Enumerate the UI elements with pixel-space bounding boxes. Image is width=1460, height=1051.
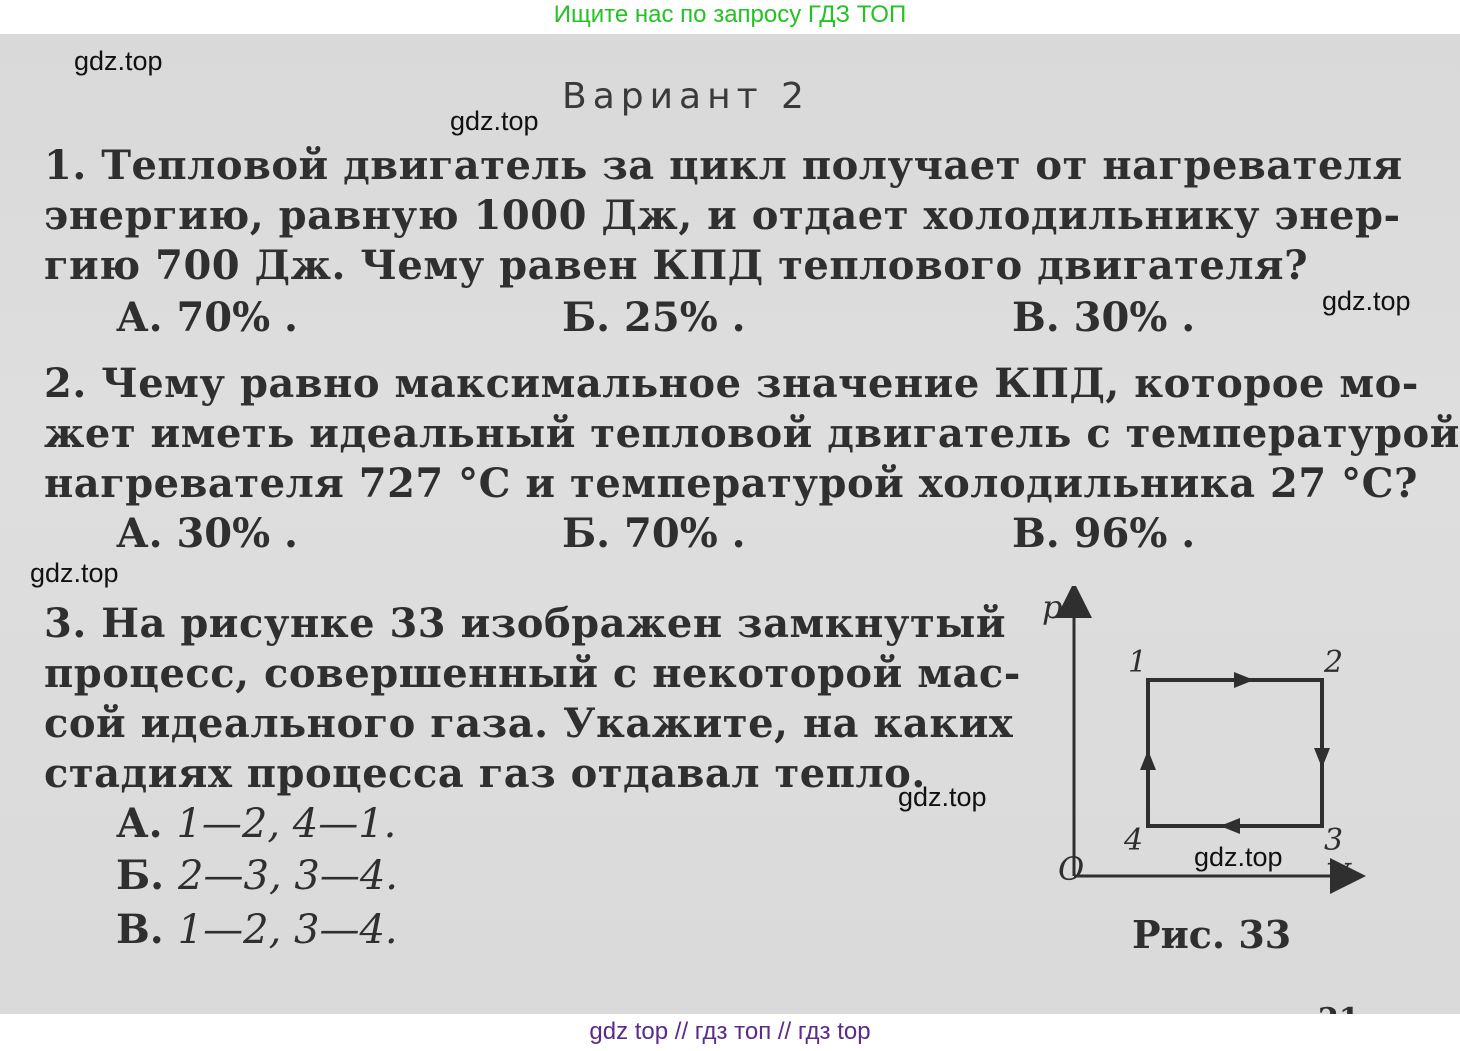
q2-number: 2. bbox=[44, 360, 87, 407]
option-letter: Б. bbox=[562, 294, 611, 341]
option-letter: А. bbox=[116, 294, 163, 341]
option-value: 70% . bbox=[176, 294, 298, 341]
watermark: gdz.top bbox=[74, 46, 163, 76]
q2-line-1 bbox=[44, 360, 1419, 407]
top-banner: Ищите нас по запросу ГДЗ ТОП bbox=[0, 0, 1460, 34]
q2-option-b bbox=[562, 510, 746, 557]
watermark: gdz.top bbox=[30, 558, 119, 588]
option-value: 96% . bbox=[1073, 510, 1196, 557]
cycle-rectangle bbox=[1148, 680, 1322, 826]
option-value: 30% . bbox=[1073, 294, 1196, 341]
arrow-2-3 bbox=[1314, 748, 1330, 768]
option-letter: А. bbox=[116, 510, 163, 557]
axis-label-v-text: V bbox=[1326, 856, 1350, 894]
watermark: gdz.top bbox=[450, 106, 539, 136]
option-value: 2—3, 3—4. bbox=[178, 853, 398, 899]
option-value: 1—2, 3—4. bbox=[177, 907, 398, 953]
arrow-1-2 bbox=[1234, 672, 1254, 688]
option-letter: А. bbox=[116, 800, 163, 847]
origin-label: O bbox=[1058, 850, 1085, 888]
q1-option-c bbox=[1012, 294, 1195, 341]
q1-line-2: энергию, равную 1000 Дж, и отдает холодильнику энер- bbox=[44, 192, 1401, 239]
arrow-4-1 bbox=[1140, 750, 1156, 770]
option-value: 1—2, 4—1. bbox=[176, 801, 397, 847]
textbook-page bbox=[0, 34, 1460, 1014]
point-label-2: 2 bbox=[1324, 645, 1344, 680]
q3-text-1: На рисунке 33 изображен замкнутый bbox=[101, 600, 1007, 647]
bottom-banner: gdz top // гдз топ // гдз top bbox=[0, 1014, 1460, 1051]
q1-line-3: гию 700 Дж. Чему равен КПД теплового двигателя? bbox=[44, 242, 1309, 289]
q2-option-c bbox=[1012, 510, 1195, 557]
option-letter: В. bbox=[1012, 510, 1060, 557]
q2-option-a bbox=[116, 510, 298, 557]
watermark: gdz.top bbox=[1194, 842, 1283, 872]
q3-option-c bbox=[116, 906, 398, 953]
q3-option-b bbox=[116, 852, 398, 899]
option-letter: Б. bbox=[116, 852, 165, 899]
arrow-3-4 bbox=[1220, 818, 1240, 834]
point-label-3: 3 bbox=[1324, 823, 1344, 858]
option-value: 70% . bbox=[624, 510, 746, 557]
variant-heading: Вариант 2 bbox=[562, 76, 810, 117]
option-letter: В. bbox=[116, 906, 164, 953]
q3-line-3: сой идеального газа. Укажите, на каких bbox=[44, 700, 1014, 747]
q2-text-1: Чему равно максимальное значение КПД, которое мо- bbox=[101, 360, 1419, 407]
q1-number: 1. bbox=[44, 142, 87, 189]
option-value: 25% . bbox=[624, 294, 746, 341]
q3-number: 3. bbox=[44, 600, 87, 647]
option-letter: Б. bbox=[562, 510, 611, 557]
q1-line-1 bbox=[44, 142, 1403, 189]
point-label-4: 4 bbox=[1124, 823, 1144, 858]
q2-line-3: нагревателя 727 °С и температурой холодильника 27 °С? bbox=[44, 460, 1418, 507]
q3-line-1 bbox=[44, 600, 1006, 647]
axis-label-p: p bbox=[1042, 588, 1063, 626]
option-letter: В. bbox=[1012, 294, 1060, 341]
q2-line-2: жет иметь идеальный тепловой двигатель с температурой bbox=[44, 410, 1460, 457]
option-value: 30% . bbox=[176, 510, 298, 557]
figure-caption: Рис. 33 bbox=[1132, 912, 1292, 957]
q3-line-2: процесс, совершенный с некоторой мас- bbox=[44, 650, 1021, 697]
q1-option-a bbox=[116, 294, 298, 341]
q3-line-4: стадиях процесса газ отдавал тепло. bbox=[44, 750, 926, 797]
point-label-1: 1 bbox=[1128, 645, 1148, 680]
watermark: gdz.top bbox=[1322, 286, 1411, 316]
q1-option-b bbox=[562, 294, 746, 341]
q1-text-1: Тепловой двигатель за цикл получает от нагревателя bbox=[101, 142, 1403, 189]
watermark: gdz.top bbox=[898, 782, 987, 812]
q3-option-a bbox=[116, 800, 396, 847]
